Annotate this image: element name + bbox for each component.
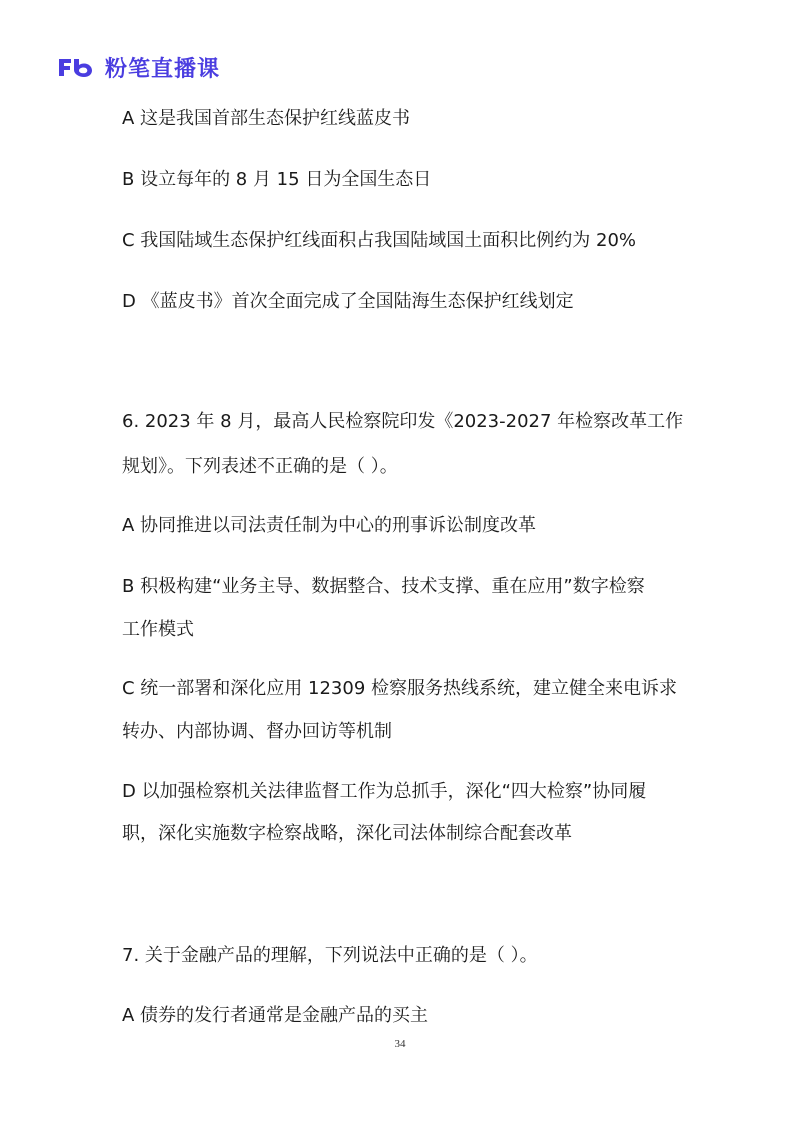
option-a-q5: A 这是我国首部生态保护红线蓝皮书 [122, 108, 411, 129]
option-a-q6: A 协同推进以司法责任制为中心的刑事诉讼制度改革 [122, 515, 537, 536]
option-c-q6-line-2: 转办、内部协调、督办回访等机制 [122, 721, 392, 742]
option-d-q6-line-1: D 以加强检察机关法律监督工作为总抓手，深化“四大检察”协同履 [122, 781, 647, 802]
option-d-q6-line-2: 职，深化实施数字检察战略，深化司法体制综合配套改革 [122, 823, 572, 844]
option-d-q5: D 《蓝皮书》首次全面完成了全国陆海生态保护红线划定 [122, 291, 574, 312]
fb-logo-icon [57, 56, 97, 78]
question-7: 7. 关于金融产品的理解，下列说法中正确的是（ ）。 [122, 945, 538, 966]
brand-logo [57, 52, 220, 82]
option-c-q6-line-1: C 统一部署和深化应用 12309 检察服务热线系统，建立健全来电诉求 [122, 678, 677, 699]
question-6-line-2: 规划》。下列表述不正确的是（ ）。 [122, 456, 398, 477]
option-b-q6-line-2: 工作模式 [122, 619, 194, 640]
option-b-q5: B 设立每年的 8 月 15 日为全国生态日 [122, 169, 432, 190]
option-a-q7: A 债券的发行者通常是金融产品的买主 [122, 1005, 429, 1026]
option-c-q5: C 我国陆域生态保护红线面积占我国陆域国土面积比例约为 20% [122, 230, 637, 251]
page-number: 34 [394, 1038, 406, 1050]
option-b-q6-line-1: B 积极构建“业务主导、数据整合、技术支撑、重在应用”数字检察 [122, 576, 645, 597]
logo-text: 粉笔直播课 [105, 56, 221, 82]
question-6-line-1: 6. 2023 年 8 月，最高人民检察院印发《2023-2027 年检察改革工作 [122, 411, 684, 432]
